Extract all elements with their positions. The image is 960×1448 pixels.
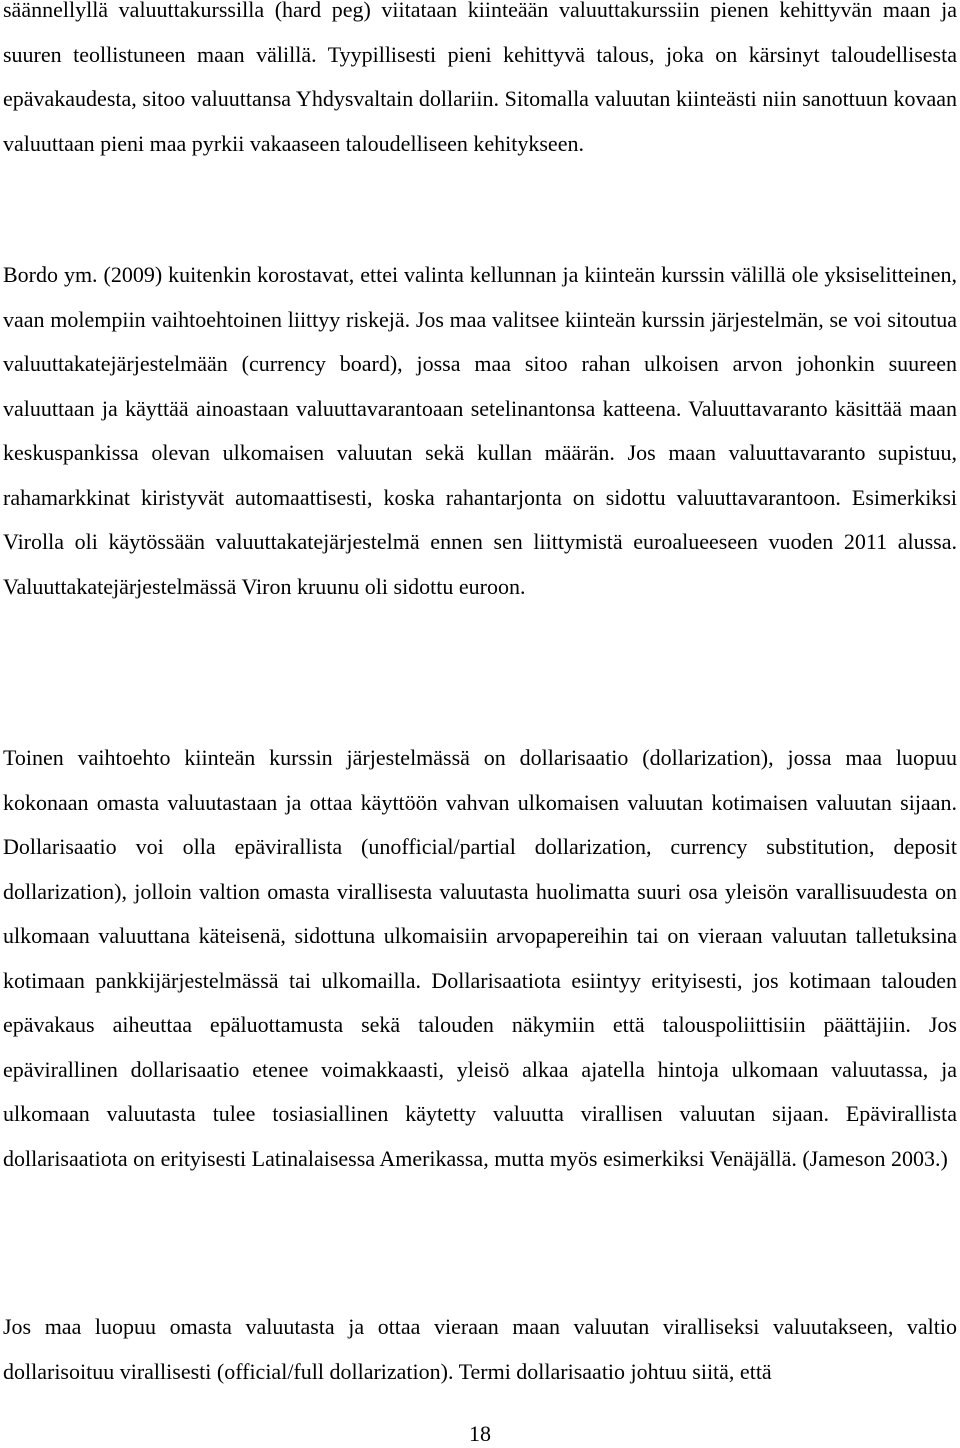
paragraph-4: Jos maa luopuu omasta valuutasta ja ottaa vieraan maan valuutan viralliseksi valuutakseen, valtio dollarisoituu virallisesti (official/full dollarization). Termi dollarisaatio johtuu siitä, että: [3, 1314, 957, 1384]
page-number: 18: [469, 1421, 491, 1446]
paragraph-1: säännellyllä valuuttakurssilla (hard peg) viitataan kiinteään valuuttakurssiin pienen kehittyvän maan ja suuren teollistuneen maan välillä. Tyypillisesti pieni kehittyvä talous, joka on kärsinyt taloudellisesta epävakaudesta, sitoo valuuttansa Yhdysvaltain dollariin. Sitomalla valuutan kiinteästi niin sanottuun kovaan valuuttaan pieni maa pyrkii vakaaseen taloudelliseen kehitykseen.: [3, 0, 957, 156]
paragraph-2: Bordo ym. (2009) kuitenkin korostavat, ettei valinta kellunnan ja kiinteän kurssin välillä ole yksiselitteinen, vaan molempiin vaihtoehtoinen liittyy riskejä. Jos maa valitsee kiinteän kurssin järjestelmän, se voi sitoutua valuuttakatejärjestelmään (currency board), jossa maa sitoo rahan ulkoisen arvon johonkin suureen valuuttaan ja käyttää ainoastaan valuuttavarantoaan setelinantonsa katteena. Valuuttavaranto käsittää maan keskuspankissa olevan ulkomaisen valuutan sekä kullan määrän. Jos maan valuuttavaranto supistuu, rahamarkkinat kiristyvät automaattisesti, koska rahantarjonta on sidottu valuuttavarantoon. Esimerkiksi Virolla oli käytössään valuuttakatejärjestelmä ennen sen liittymistä euroalueeseen vuoden 2011 alussa. Valuuttakatejärjestelmässä Viron kruunu oli sidottu euroon.: [3, 262, 957, 599]
paragraph-3: Toinen vaihtoehto kiinteän kurssin järjestelmässä on dollarisaatio (dollarization), jossa maa luopuu kokonaan omasta valuutastaan ja ottaa käyttöön vahvan ulkomaisen valuutan kotimaisen valuutan sijaan. Dollarisaatio voi olla epävirallista (unofficial/partial dollarization, currency substitution, deposit dollarization), jolloin valtion omasta virallisesta valuutasta huolimatta suuri osa yleisön varallisuudesta on ulkomaan valuuttana käteisenä, sidottuna ulkomaisiin arvopapereihin tai on vieraan valuutan talletuksina kotimaan pankkijärjestelmässä tai ulkomailla. Dollarisaatiota esiintyy erityisesti, jos kotimaan talouden epävakaus aiheuttaa epäluottamusta sekä talouden näkymiin että talouspoliittisiin päättäjiin. Jos epävirallinen dollarisaatio etenee voimakkaasti, yleisö alkaa ajatella hintoja ulkomaan valuutassa, ja ulkomaan valuutasta tulee tosiasiallinen käytetty valuutta virallisen valuutan sijaan. Epävirallista dollarisaatiota on erityisesti Latinalaisessa Amerikassa, mutta myös esimerkiksi Venäjällä. (Jameson 2003.): [3, 745, 957, 1171]
